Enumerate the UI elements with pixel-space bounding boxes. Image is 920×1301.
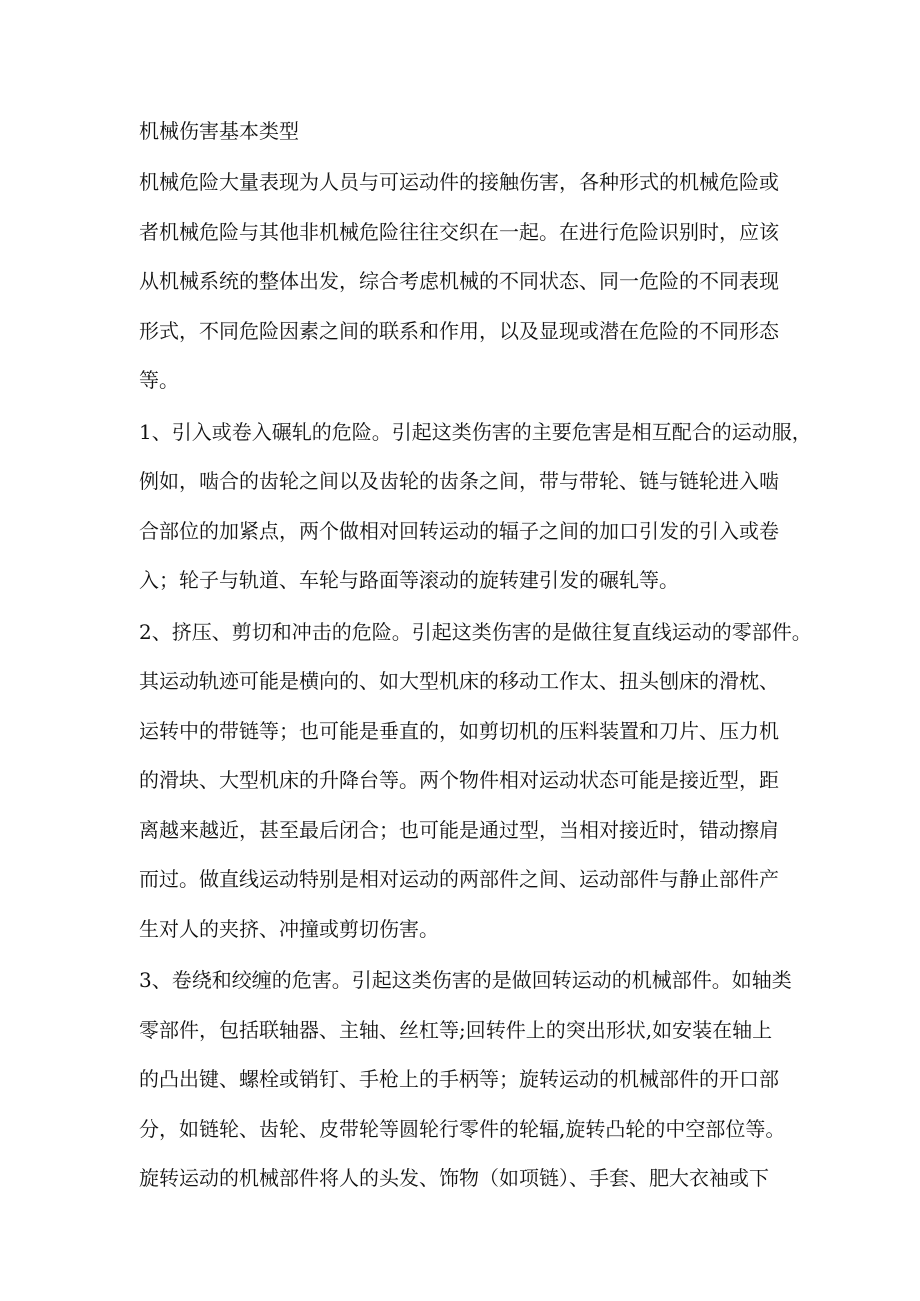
- section-2-paragraph: [139, 608, 812, 955]
- text-line: 机械危险大量表现为人员与可运动件的接触伤害，各种形式的机械危险或: [139, 170, 779, 194]
- intro-paragraph: [139, 158, 783, 406]
- text-line: 3、卷绕和绞缠的危害。引起这类伤害的是做回转运动的机械部件。如轴类: [139, 968, 792, 992]
- text-line: 其运动轨迹可能是横向的、如大型机床的移动工作太、扭头刨床的滑枕、: [139, 669, 779, 693]
- text-line: 零部件，包括联轴器、主轴、丝杠等;回转件上的突出形状,如安装在轴上: [139, 1017, 773, 1042]
- text-line: 生对人的夹挤、冲撞或剪切伤害。: [139, 916, 439, 941]
- text-line: 者机械危险与其他非机械危险往往交织在一起。在进行危险识别时，应该: [139, 219, 779, 244]
- text-line: 离越来越近，甚至最后闭合；也可能是通过型，当相对接近时，错动擦肩: [139, 817, 779, 842]
- text-line: 的滑块、大型机床的升降台等。两个物件相对运动状态可能是接近型，距: [139, 768, 779, 792]
- text-line: 分，如链轮、齿轮、皮带轮等圆轮行零件的轮辐,旋转凸轮的中空部位等。: [139, 1116, 786, 1141]
- text-line: 2、挤压、剪切和冲击的危险。引起这类伤害的是做往复直线运动的零部件。: [139, 619, 812, 644]
- text-line: 旋转运动的机械部件将人的头发、饰物（如项链）、手套、肥大衣袖或下: [139, 1166, 769, 1190]
- section-3-paragraph: [139, 956, 792, 1204]
- text-line: 入；轮子与轨道、车轮与路面等滚动的旋转建引发的碾轧等。: [139, 568, 679, 592]
- text-line: 的凸出键、螺栓或销钉、手枪上的手柄等；旋转运动的机械部件的开口部: [139, 1067, 779, 1091]
- document-page: [139, 106, 812, 1206]
- text-line: 等。: [139, 368, 179, 392]
- section-1-paragraph: [139, 408, 812, 606]
- text-line: 例如，啮合的齿轮之间以及齿轮的齿条之间，带与带轮、链与链轮进入啮: [139, 469, 779, 493]
- text-line: 从机械系统的整体出发，综合考虑机械的不同状态、同一危险的不同表现: [139, 269, 779, 293]
- text-line: 运转中的带链等；也可能是垂直的，如剪切机的压料装置和刀片、压力机: [139, 718, 779, 743]
- document-title: 机械伤害基本类型: [139, 119, 299, 143]
- text-line: 合部位的加紧点，两个做相对回转运动的辐子之间的加口引发的引入或卷: [139, 518, 779, 543]
- text-line: 而过。做直线运动特别是相对运动的两部件之间、运动部件与静止部件产: [139, 867, 779, 891]
- text-line: 1、引入或卷入碾轧的危险。引起这类伤害的主要危害是相互配合的运动服，: [139, 419, 812, 444]
- text-line: 形式，不同危险因素之间的联系和作用，以及显现或潜在危险的不同形态: [139, 318, 779, 343]
